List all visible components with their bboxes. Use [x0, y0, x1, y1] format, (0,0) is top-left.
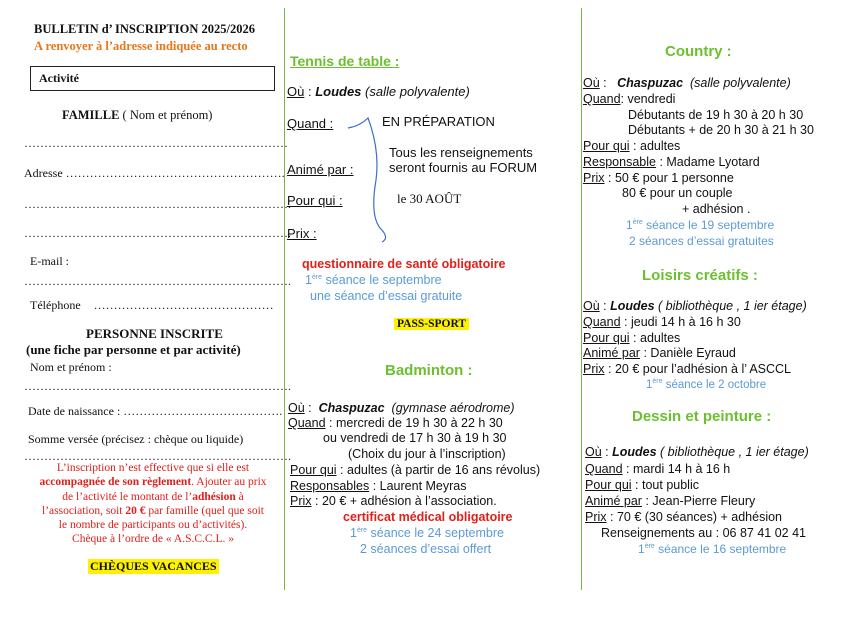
form-title: BULLETIN d’ INSCRIPTION 2025/2026	[34, 22, 255, 36]
c-prix	[583, 171, 734, 185]
l-ou: Où : Loudes ( bibliothèque , 1 ier étage)	[583, 299, 807, 313]
naissance-label: Date de naissance :	[28, 404, 121, 418]
email-label: E-mail :	[30, 254, 69, 268]
adresse-field[interactable]	[24, 166, 285, 181]
telephone-label: Téléphone	[30, 298, 81, 312]
ou-label: Où	[288, 401, 305, 415]
c-debutants-2: Débutants + de 20 h 30 à 21 h 30	[628, 123, 814, 137]
tennis-info-1: Tous les renseignements	[389, 145, 533, 160]
place-detail: ( bibliothèque , 1 ier étage)	[658, 299, 807, 313]
tennis-essai: une séance d’essai gratuite	[310, 289, 463, 303]
quand-label: Quand	[583, 92, 621, 106]
telephone-dots: ………………………………………	[93, 298, 274, 312]
activity-label: Activité	[39, 71, 79, 85]
tennis-seance	[305, 273, 442, 287]
pourqui-value: : tout public	[635, 478, 699, 492]
place: Loudes	[612, 445, 657, 459]
seance-num: 1	[305, 273, 312, 287]
seance-sup: ère	[644, 543, 655, 550]
brace-icon	[340, 110, 400, 245]
c-debutants-1: Débutants de 19 h 30 à 20 h 30	[628, 108, 804, 122]
bad-seance	[350, 526, 504, 540]
somme-dots[interactable]: ………………………………………………………….	[24, 449, 291, 463]
badminton-title: Badminton :	[385, 362, 473, 379]
adresse-dots-3[interactable]: ………………………………………………………….	[24, 226, 291, 240]
anime-value: : Danièle Eyraud	[643, 346, 736, 360]
quand-label: Quand	[288, 416, 326, 430]
c-ou: Où : Chaspuzac (salle polyvalente)	[583, 76, 791, 90]
adresse-dots-2[interactable]: ………………………………………………………….	[24, 197, 291, 211]
bad-quand-3: (Choix du jour à l’inscription)	[348, 447, 506, 461]
d-anime	[585, 494, 755, 508]
pourqui-label: Pour qui	[583, 139, 630, 153]
quand-label: Quand	[583, 315, 621, 329]
cheques-vacances-badge: CHÈQUES VACANCES	[90, 559, 217, 573]
dessin-title: Dessin et peinture :	[632, 408, 772, 425]
notice-line	[24, 490, 282, 504]
tennis-quand-label: Quand :	[287, 116, 334, 131]
quand-value: : jeudi 14 h à 16 h 30	[624, 315, 741, 329]
famille-note: ( Nom et prénom)	[122, 108, 213, 122]
pourqui-value: : adultes	[633, 139, 681, 153]
resp-label: Responsables	[290, 479, 370, 493]
notice-emphasis: 20 €	[125, 504, 146, 517]
prix-label: Prix	[583, 362, 605, 376]
place: Loudes	[315, 84, 362, 99]
c-prix-3: + adhésion .	[682, 202, 751, 216]
l-anime	[583, 346, 736, 360]
notice-text: de l’activité le montant de l’	[62, 490, 193, 503]
ou-label: Où	[583, 76, 600, 90]
place: Loudes	[610, 299, 655, 313]
prix-value: : 50 € pour 1 personne	[608, 171, 734, 185]
c-essai: 2 séances d’essai gratuites	[629, 234, 774, 248]
prix-label: Prix	[290, 494, 312, 508]
place: Chaspuzac	[318, 401, 385, 415]
country-title: Country :	[665, 43, 732, 60]
tennis-ou: Où : Loudes (salle polyvalente)	[287, 84, 470, 99]
naissance-field[interactable]	[28, 404, 282, 419]
famille-dots[interactable]: …………………………………………………………	[24, 136, 288, 150]
quand-value: : vendredi	[620, 92, 676, 106]
seance-sup: ère	[311, 273, 323, 281]
prix-label: Prix	[583, 171, 605, 185]
famille-label: FAMILLE	[62, 108, 120, 122]
place-detail: (salle polyvalente)	[365, 84, 470, 99]
d-prix	[585, 510, 782, 524]
pourqui-label: Pour qui	[585, 478, 632, 492]
notice-line	[24, 504, 282, 518]
d-renseignements: Renseignements au : 06 87 41 02 41	[601, 526, 807, 540]
prix-label: Prix	[585, 510, 607, 524]
place-detail: ( bibliothèque , 1 ier étage)	[660, 445, 809, 459]
payment-notice	[24, 461, 282, 547]
l-seance	[646, 378, 766, 391]
nom-dots[interactable]: ………………………………………………………….	[24, 379, 291, 393]
pourqui-label: Pour qui	[583, 331, 630, 345]
anime-label: Animé par	[583, 346, 640, 360]
seance-num: 1	[350, 526, 357, 540]
seance-text: séance le 16 septembre	[654, 542, 787, 556]
c-prix-2: 80 € pour un couple	[622, 186, 733, 200]
pourqui-value: : adultes	[633, 331, 681, 345]
ou-label: Où	[583, 299, 600, 313]
notice-text: l’association, soit	[42, 504, 126, 517]
bad-ou: Où : Chaspuzac (gymnase aérodrome)	[288, 401, 515, 415]
personne-title: PERSONNE INSCRITE	[86, 326, 223, 341]
bad-essai: 2 séances d’essai offert	[360, 542, 492, 556]
tennis-sante: questionnaire de santé obligatoire	[302, 257, 506, 271]
seance-sup: ère	[632, 219, 643, 226]
bad-quand	[288, 416, 503, 430]
d-pourqui	[585, 478, 699, 492]
tennis-anime-label: Animé par :	[287, 162, 354, 177]
resp-label: Responsable	[583, 155, 656, 169]
ou-label: Où	[585, 445, 602, 459]
d-seance	[638, 542, 786, 556]
notice-emphasis: accompagnée de son règlement	[39, 476, 192, 489]
notice-line: L’inscription n’est effective que si elle est	[56, 462, 250, 474]
notice-text: . Ajouter au prix	[191, 476, 267, 489]
anime-value: : Jean-Pierre Fleury	[645, 494, 756, 508]
pass-sport-badge: PASS-SPORT	[394, 318, 469, 330]
tennis-forum-date: le 30 AOÛT	[397, 191, 462, 206]
prix-value: : 20 € + adhésion à l’association.	[315, 494, 497, 508]
d-quand	[585, 462, 730, 476]
notice-line	[24, 475, 282, 489]
adresse-label: Adresse	[24, 166, 63, 180]
activity-box[interactable]	[30, 66, 275, 91]
anime-label: Animé par	[585, 494, 642, 508]
loisirs-title: Loisirs créatifs :	[642, 267, 758, 284]
naissance-dots: ………………………………….	[123, 404, 283, 418]
l-prix	[583, 362, 791, 376]
seance-text: séance le septembre	[322, 273, 442, 287]
form-subtitle: A renvoyer à l’adresse indiquée au recto	[34, 39, 248, 53]
seance-num: 1	[646, 378, 653, 391]
bad-certificat: certificat médical obligatoire	[343, 510, 513, 524]
notice-line: le nombre de participants ou d’activités).	[58, 519, 248, 532]
bad-prix	[290, 494, 497, 508]
somme-label: Somme versée (précisez : chèque ou liquide)	[28, 432, 244, 446]
bad-quand-2: ou vendredi de 17 h 30 à 19 h 30	[323, 431, 507, 445]
pourqui-label: Pour qui	[290, 463, 337, 477]
nom-label: Nom et prénom :	[30, 360, 112, 374]
seance-text: séance le 2 octobre	[662, 378, 767, 391]
resp-value: : Laurent Meyras	[372, 479, 467, 493]
prix-value: : 70 € (30 séances) + adhésion	[610, 510, 783, 524]
place: Chaspuzac	[617, 76, 684, 90]
seance-sup: ère	[652, 378, 663, 385]
quand-value: : mercredi de 19 h 30 à 22 h 30	[329, 416, 503, 430]
quand-value: : mardi 14 h à 16 h	[626, 462, 731, 476]
d-ou: Où : Loudes ( bibliothèque , 1 ier étage)	[585, 445, 809, 459]
c-quand	[583, 92, 675, 106]
place-detail: (salle polyvalente)	[690, 76, 791, 90]
tennis-preparation: EN PRÉPARATION	[382, 114, 495, 129]
notice-line: Chèque à l’ordre de « A.S.C.C.L. »	[72, 533, 234, 546]
place-detail: (gymnase aérodrome)	[391, 401, 515, 415]
tennis-info-2: seront fournis au FORUM	[389, 160, 538, 175]
tennis-prix-label: Prix :	[287, 226, 317, 241]
tennis-title: Tennis de table :	[290, 53, 400, 69]
ou-label: Où	[287, 84, 305, 99]
tennis-pourqui-label: Pour qui :	[287, 193, 343, 208]
prix-value: : 20 € pour l’adhésion à l’ ASCCL	[608, 362, 791, 376]
seance-sup: ère	[356, 526, 368, 534]
column-divider-1	[284, 8, 285, 590]
quand-label: Quand	[585, 462, 623, 476]
seance-text: séance le 19 septembre	[642, 218, 775, 232]
c-resp	[583, 155, 760, 169]
column-divider-2	[581, 8, 582, 590]
notice-emphasis: adhésion	[192, 490, 236, 503]
personne-note: (une fiche par personne et par activité)	[26, 342, 241, 357]
email-dots[interactable]: ………………………………………………………….	[24, 274, 291, 288]
seance-num: 1	[638, 542, 645, 556]
notice-text: à	[235, 490, 244, 503]
bad-pourqui	[290, 463, 540, 477]
l-quand	[583, 315, 741, 329]
c-pourqui	[583, 139, 680, 153]
telephone-field[interactable]	[30, 298, 274, 313]
bad-resp	[290, 479, 467, 493]
pourqui-value: : adultes (à partir de 16 ans révolus)	[340, 463, 541, 477]
adresse-dots: ……………………………………………….	[65, 166, 285, 180]
seance-num: 1	[626, 218, 633, 232]
resp-value: : Madame Lyotard	[659, 155, 760, 169]
famille-heading	[62, 108, 212, 123]
seance-text: séance le 24 septembre	[367, 526, 504, 540]
l-pourqui	[583, 331, 680, 345]
notice-text: par famille (quel que soit	[145, 504, 264, 517]
c-seance	[626, 218, 774, 232]
